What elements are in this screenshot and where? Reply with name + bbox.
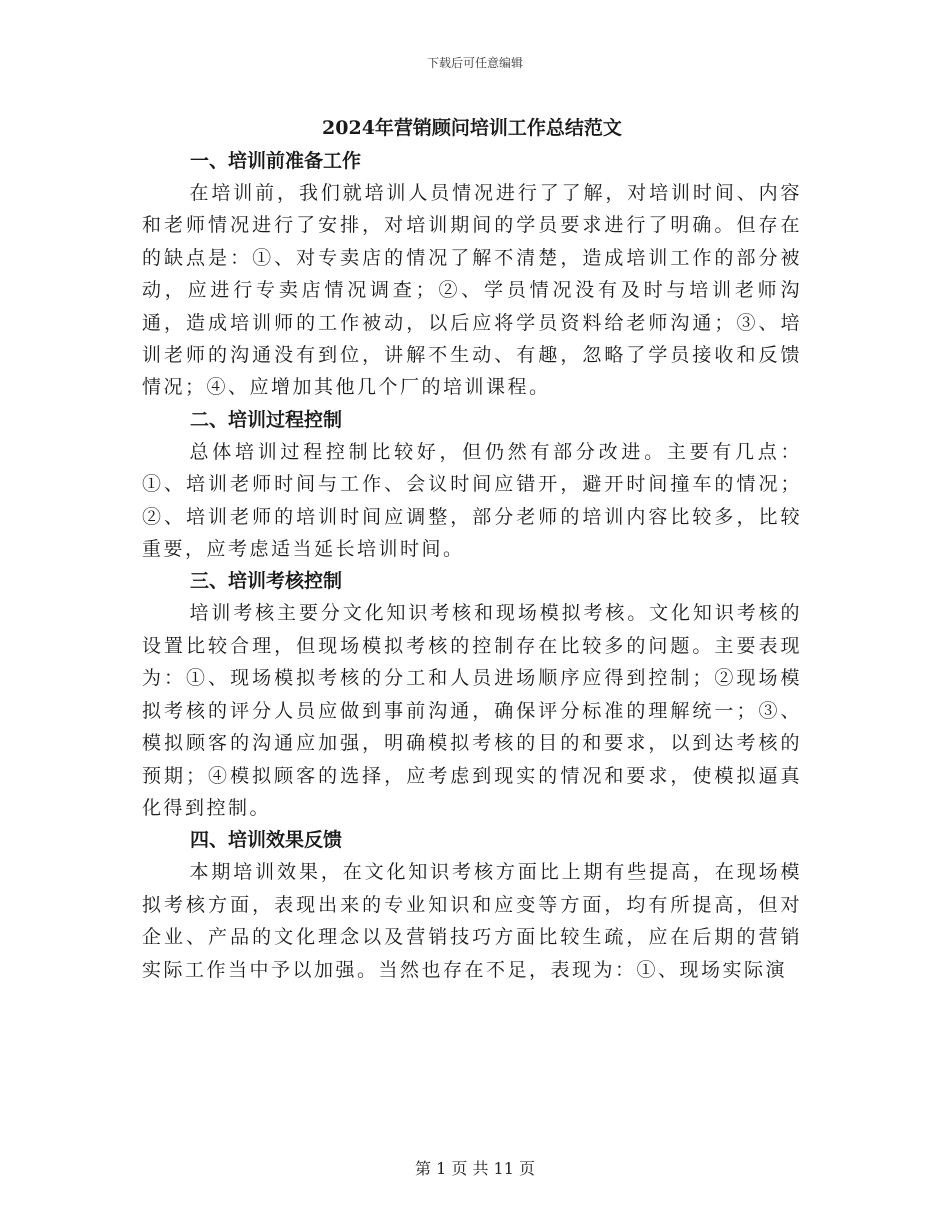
document-title: 2024年营销顾问培训工作总结范文 bbox=[322, 117, 622, 139]
section-heading-3: 三、培训考核控制 bbox=[190, 570, 343, 593]
page-indicator: 第 1 页 共 11 页 bbox=[415, 1159, 535, 1178]
section-heading-2: 二、培训过程控制 bbox=[190, 408, 343, 431]
section-paragraph-2: 总体培训过程控制比较好，但仍然有部分改进。主要有几点：①、培训老师时间与工作、会议时间应错开，避开时间撞车的情况；②、培训老师的培训时间应调整，部分老师的培训内容比较多，比较重要，应考虑适当延长培训时间。 bbox=[142, 440, 802, 561]
section-heading-1: 一、培训前准备工作 bbox=[190, 150, 362, 172]
section-paragraph-4: 本期培训效果，在文化知识考核方面比上期有些提高，在现场模拟考核方面，表现出来的专业知识和应变等方面，均有所提高，但对企业、产品的文化理念以及营销技巧方面比较生疏，应在后期的营销实际工作当中予以加强。当然也存在不足，表现为：①、现场实际演 bbox=[142, 861, 802, 981]
document-body bbox=[142, 113, 802, 986]
header-note: 下载后可任意编辑 bbox=[426, 56, 523, 70]
section-heading-4: 四、培训效果反馈 bbox=[190, 829, 343, 852]
section-paragraph-1: 在培训前，我们就培训人员情况进行了了解，对培训时间、内容和老师情况进行了安排，对培训期间的学员要求进行了明确。但存在的缺点是：①、对专卖店的情况了解不清楚，造成培训工作的部分被动，应进行专卖店情况调查；②、学员情况没有及时与培训老师沟通，造成培训师的工作被动，以后应将学员资料给老师沟通；③、培训老师的沟通没有到位，讲解不生动、有趣，忽略了学员接收和反馈情况；④、应增加其他几个厂的培训课程。 bbox=[142, 182, 802, 399]
section-paragraph-3: 培训考核主要分文化知识考核和现场模拟考核。文化知识考核的设置比较合理，但现场模拟考核的控制存在比较多的问题。主要表现为：①、现场模拟考核的分工和人员进场顺序应得到控制；②现场模拟考核的评分人员应做到事前沟通，确保评分标准的理解统一；③、模拟顾客的沟通应加强，明确模拟考核的目的和要求，以到达考核的预期；④模拟顾客的选择，应考虑到现实的情况和要求，使模拟逼真化得到控制。 bbox=[142, 602, 802, 819]
